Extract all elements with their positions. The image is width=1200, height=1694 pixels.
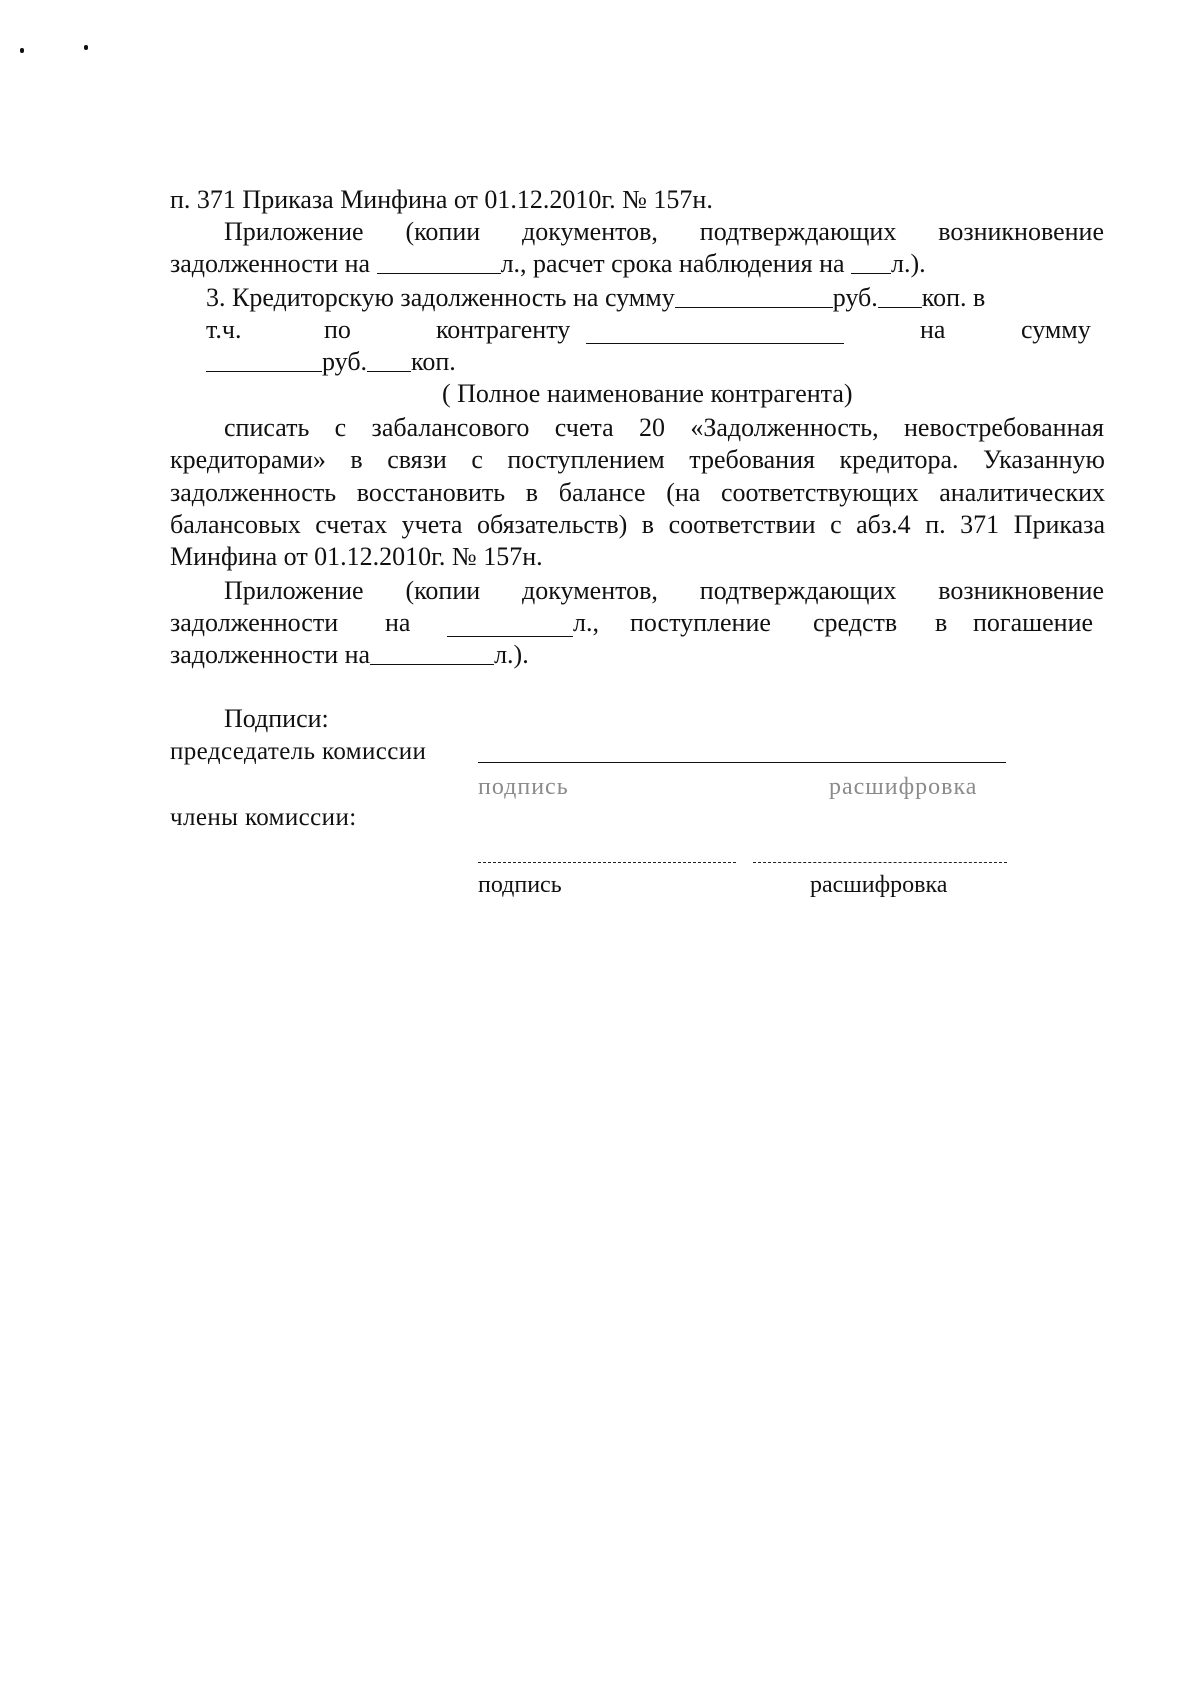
text: списать с забалансового счета 20 «Задолженность, невостребованная [224, 413, 1104, 442]
counterparty-amount-rub-blank[interactable] [206, 347, 322, 372]
scan-speck [20, 48, 24, 53]
text-line-1 [170, 184, 713, 216]
kop-label: коп. в [921, 283, 986, 312]
text: в [935, 608, 948, 637]
text: задолженности на [170, 249, 377, 278]
text: балансовых счетах учета обязательств) в соответствии с абз.4 п. 371 Приказа [170, 510, 1105, 539]
counterparty-amount-kop-blank[interactable] [367, 347, 411, 372]
observation-sheets-blank[interactable] [851, 249, 891, 274]
sheets-blank[interactable] [377, 249, 501, 274]
item-3-line-2 [206, 314, 1105, 346]
write-off-paragraph-line-3 [170, 477, 1105, 509]
text: Минфина от 01.12.2010г. № 157н. [170, 542, 543, 571]
signatures-title: Подписи: [224, 704, 329, 733]
member-signature-caption: подпись [478, 872, 562, 898]
counterparty-blank[interactable] [586, 319, 844, 344]
write-off-paragraph-line-1 [224, 412, 1104, 444]
write-off-paragraph-line-5 [170, 541, 543, 573]
member-signature-line[interactable] [478, 862, 736, 863]
text: задолженности [170, 608, 339, 637]
attachment-paragraph-2-line-2 [170, 607, 1105, 639]
text: л., расчет срока наблюдения на [500, 249, 852, 278]
text: сумму [1021, 315, 1091, 344]
scan-speck [84, 45, 88, 50]
text: контрагенту [436, 315, 571, 344]
write-off-paragraph-line-2 [170, 444, 1105, 476]
item-3-text: 3. Кредиторскую задолженность на сумму [206, 283, 675, 312]
counterparty-caption: ( Полное наименование контрагента) [442, 379, 853, 408]
text: т.ч. [206, 315, 242, 344]
text: л., [573, 608, 599, 637]
text: на [920, 315, 946, 344]
chairman-signature-line[interactable] [478, 762, 1006, 763]
text: л.). [891, 249, 926, 278]
kop-label: коп. [411, 347, 456, 376]
text: Приложение (копии документов, подтверждающих возникновение [224, 576, 1104, 605]
text: на [385, 608, 411, 637]
text: кредиторами» в связи с поступлением требования кредитора. Указанную [170, 445, 1105, 474]
text: задолженности на [170, 640, 371, 669]
attachment-paragraph-2-line-3 [170, 639, 529, 671]
attachment-paragraph-1-line-1 [224, 216, 1104, 248]
member-transcript-caption: расшифровка [810, 872, 948, 898]
text: л.). [494, 640, 529, 669]
chairman-signature-caption: подпись [478, 774, 569, 800]
text: средств [813, 608, 898, 637]
write-off-paragraph-line-4 [170, 509, 1105, 541]
text: поступление [630, 608, 771, 637]
order-reference: п. 371 Приказа Минфина от 01.12.2010г. № 157н. [170, 185, 713, 214]
text: по [324, 315, 351, 344]
attachment-paragraph-1-line-2 [170, 248, 926, 280]
signatures-heading [224, 703, 329, 735]
attachment-text: Приложение (копии документов, подтверждающих возникновение [224, 217, 1104, 246]
debt-sheets-blank[interactable] [447, 612, 573, 637]
amount-rub-blank[interactable] [675, 283, 833, 308]
members-label: члены комиссии: [170, 804, 357, 831]
rub-label: руб. [322, 347, 368, 376]
chairman-transcript-caption: расшифровка [829, 774, 978, 800]
chairman-label: председатель комиссии [170, 738, 427, 765]
repayment-sheets-blank[interactable] [370, 640, 494, 665]
counterparty-caption-line [442, 378, 853, 410]
text: задолженность восстановить в балансе (на соответствующих аналитических [170, 478, 1105, 507]
rub-label: руб. [832, 283, 878, 312]
member-transcript-line[interactable] [753, 862, 1007, 863]
item-3-line-1 [206, 282, 985, 314]
item-3-line-3 [206, 346, 456, 378]
attachment-paragraph-2-line-1 [224, 575, 1104, 607]
amount-kop-blank[interactable] [878, 283, 922, 308]
text: погашение [973, 608, 1094, 637]
